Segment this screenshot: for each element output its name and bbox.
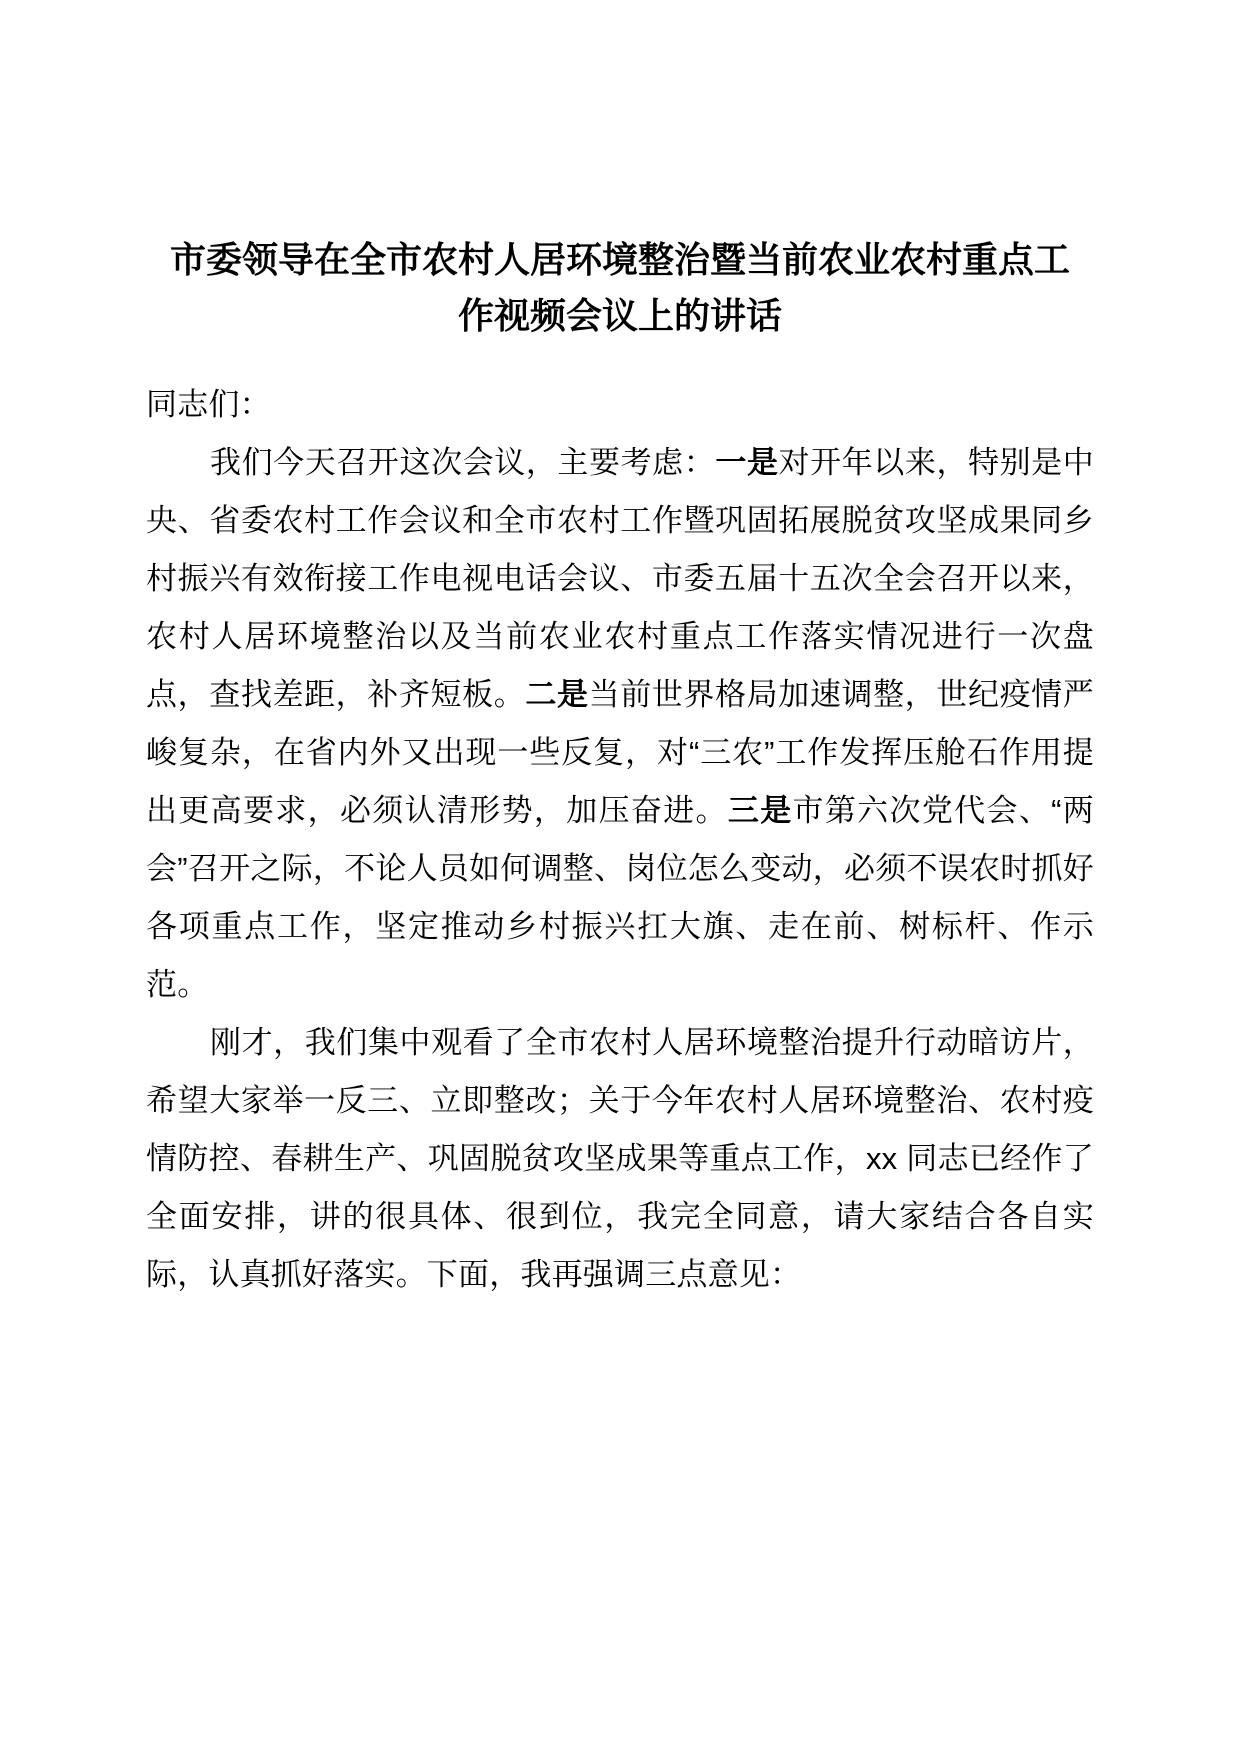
text-run-2: 对开年以来，特别是中央、省委农村工作会议和全市农村工作暨巩固拓展脱贫攻坚成果同乡村振兴有效衔接工作电视电话会议、市委五届十五次全会召开以来，农村人居环境整治以及当前农业农村重点工作落实情况进行一次盘点，查找差距，补齐短板。 bbox=[146, 445, 1094, 712]
text-run-4: 当前世界格局加速调整，世纪疫情严峻复杂，在省内外又出现一些反复，对“三农”工作发挥压舱石作用提出更高要求，必须认清形势，加压奋进。 bbox=[146, 677, 1094, 828]
emphasis-run-1: 一是 bbox=[715, 445, 779, 480]
body-paragraph-1 bbox=[146, 434, 1094, 1014]
text-run-6: 市第六次党代会、“两会”召开之际，不论人员如何调整、岗位怎么变动，必须不误农时抓好各项重点工作，坚定推动乡村振兴扛大旗、走在前、树标杆、作示范。 bbox=[146, 793, 1094, 1002]
emphasis-run-5: 三是 bbox=[727, 793, 793, 828]
body-paragraph-2 bbox=[146, 1014, 1094, 1304]
salutation: 同志们： bbox=[146, 387, 271, 422]
page-title bbox=[146, 232, 1094, 344]
text-run-0: 刚才，我们集中观看了全市农村人居环境整治提升行动暗访片，希望大家举一反三、立即整改；关于今年农村人居环境整治、农村疫情防控、春耕生产、巩固脱贫攻坚成果等重点工作，xx 同志已经作了全面安排，讲的很具体、很到位，我完全同意，请大家结合各自实际，认真抓好落实。下面，我再强调三点意见： bbox=[146, 1025, 1094, 1292]
page-title-text: 市委领导在全市农村人居环境整治暨当前农业农村重点工作视频会议上的讲话 bbox=[169, 239, 1070, 336]
emphasis-run-3: 二是 bbox=[525, 677, 589, 712]
text-run-0: 我们今天召开这次会议，主要考虑： bbox=[210, 445, 716, 480]
